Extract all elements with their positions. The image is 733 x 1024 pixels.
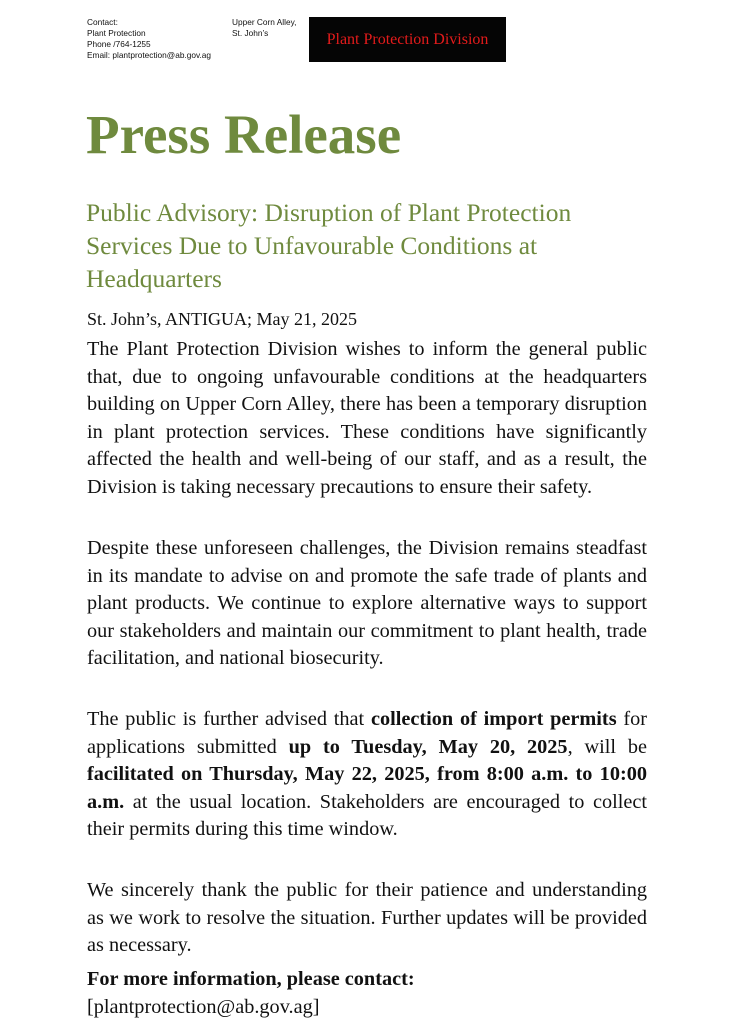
header-contact-email: Email: plantprotection@ab.gov.ag [87,50,212,60]
body-paragraph-4: We sincerely thank the public for their patience and understanding as we work to resolve the situation. Further updates will be provided as necessary. [87,879,647,956]
page-title: Press Release [86,104,402,165]
header-contact-label: Contact: [87,17,118,27]
header-contact-phone: Phone /764-1255 [87,39,151,49]
header-address-line2: St. John’s [232,28,269,38]
p3-bold-2: up to Tuesday, May 20, 2025 [288,735,568,758]
p3-text-3: , will be [567,735,647,758]
division-badge: Plant Protection Division [309,17,506,62]
p3-text-1: The public is further advised that [87,708,371,730]
header-contact-block [87,17,237,61]
dateline: St. John’s, ANTIGUA; May 21, 2025 [87,309,358,329]
header-address-line1: Upper Corn Alley, [232,17,297,27]
p3-bold-1: collection of import permits [370,708,617,730]
body-paragraph-2: Despite these unforeseen challenges, the Division remains steadfast in its mandate to advise on and promote the safe trade of plants and plant products. We continue to explore alternative ways to support our stakeholders and maintain our commitment to plant health, trade facilitation, and national biosecurity. [87,537,647,669]
body-paragraph-1: The Plant Protection Division wishes to inform the general public that, due to ongoing unfavourable conditions at the headquarters building on Upper Corn Alley, there has been a temporary disruption in plant protection services. These conditions have significantly affected the health and well-being of our staff, and as a result, the Division is taking necessary precautions to ensure their safety. [87,338,647,498]
contact-label: For more information, please contact: [87,968,415,990]
header-address-block [232,17,312,39]
header-contact-org: Plant Protection [87,28,146,38]
body-paragraph-3 [87,706,647,844]
advisory-subtitle: Public Advisory: Disruption of Plant Protection Services Due to Unfavourable Conditions at Headquarters [86,198,572,293]
p3-bold-3: facilitated on Thursday, May 22, 2025, from 8:00 a.m. to 10:00 a.m. [87,763,647,813]
p3-text-4: at the usual location. Stakeholders are encouraged to collect their permits during this time window. [87,790,647,840]
p3-text-2: for applications submitted [87,708,648,758]
contact-email: [plantprotection@ab.gov.ag] [87,996,320,1018]
